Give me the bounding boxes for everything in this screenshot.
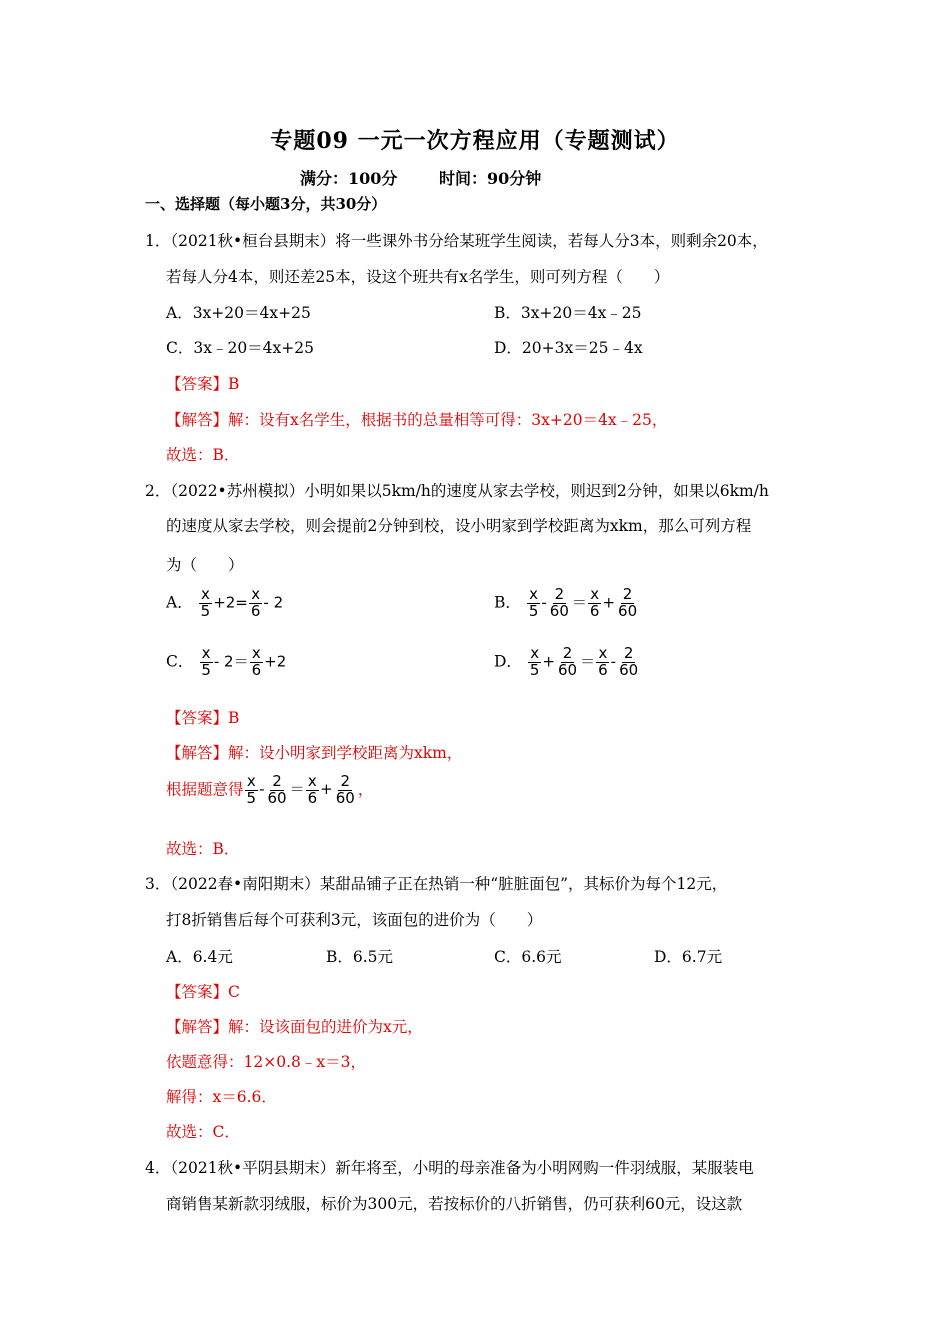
operator: ＝	[580, 652, 596, 671]
q2-answer: 【答案】B	[166, 709, 240, 727]
q2-option-d-label: D．	[494, 652, 522, 671]
q2-solution: 【解答】解：设小明家到学校距离为xkm，	[166, 744, 463, 762]
q3-solution: 【解答】解：设该面包的进价为x元，	[166, 1018, 423, 1036]
q1-option-c: C．3x﹣20＝4x+25	[166, 339, 314, 357]
operator: +2=	[213, 593, 248, 612]
fraction-denominator: 60	[619, 660, 639, 679]
q2-option-b	[494, 587, 640, 620]
fraction-numerator: 2	[562, 644, 573, 662]
fraction-numerator: x	[200, 585, 210, 603]
fraction-denominator: 60	[335, 788, 355, 807]
full-score: 满分：100分	[300, 169, 398, 188]
q3-step2: 解得：x＝6.6．	[166, 1088, 277, 1106]
fraction	[249, 587, 263, 620]
fraction	[617, 646, 640, 679]
q1-answer: 【答案】B	[166, 375, 240, 393]
q3-option-b: B．6.5元	[326, 948, 394, 966]
fraction-numerator: x	[251, 644, 261, 662]
fraction	[616, 587, 639, 620]
q1-option-a: A．3x+20＝4x+25	[166, 304, 311, 322]
operator: ＝	[289, 780, 305, 799]
operator: +	[602, 593, 616, 612]
q3-option-c: C．6.6元	[494, 948, 562, 966]
fraction	[527, 587, 541, 620]
fraction	[265, 774, 288, 807]
q3-option-a: A．6.4元	[166, 948, 233, 966]
q2-conclusion: 故选：B．	[166, 840, 240, 858]
q1-line2: 若每人分4本，则还差25本，设这个班共有x名学生，则可列方程（ ）	[166, 268, 670, 286]
operator: - 2	[263, 593, 284, 612]
operator: +2	[264, 652, 287, 671]
fraction-denominator: 5	[246, 788, 257, 807]
q3-answer: 【答案】C	[166, 983, 240, 1001]
fraction-numerator: x	[307, 772, 317, 790]
fraction	[199, 587, 213, 620]
q4-line1: 4．（2021秋•平阴县期末）新年将至，小明的母亲准备为小明网购一件羽绒服，某服装电	[145, 1159, 754, 1177]
fraction-numerator: x	[529, 585, 539, 603]
q2-line3: 为（ ）	[166, 556, 244, 574]
fraction	[306, 774, 320, 807]
q2-line2: 的速度从家去学校，则会提前2分钟到校，设小明家到学校距离为xkm，那么可列方程	[166, 517, 752, 535]
q3-line1: 3．（2022春•南阳期末）某甜品铺子正在热销一种“脏脏面包”，其标价为每个12元，	[145, 875, 728, 893]
operator: +	[542, 652, 555, 671]
fraction	[596, 646, 610, 679]
fraction-numerator: x	[530, 644, 540, 662]
q3-step1: 依题意得：12×0.8﹣x＝3，	[166, 1053, 366, 1071]
exam-meta	[300, 166, 577, 189]
q1-solution: 【解答】解：设有x名学生，根据书的总量相等可得：3x+20＝4x﹣25，	[166, 411, 668, 429]
q3-conclusion: 故选：C．	[166, 1123, 240, 1141]
fraction	[556, 646, 579, 679]
q1-option-b: B．3x+20＝4x﹣25	[494, 304, 642, 322]
q2-option-a-label: A．	[166, 593, 193, 612]
operator: -	[259, 780, 265, 799]
fraction-numerator: 2	[272, 772, 282, 790]
page-title: 专题09 一元一次方程应用（专题测试）	[270, 128, 680, 154]
fraction	[588, 587, 602, 620]
fraction	[250, 646, 264, 679]
fraction-denominator: 60	[549, 601, 569, 620]
q2-option-c	[166, 646, 286, 679]
q2-option-a	[166, 587, 283, 620]
fraction-denominator: 6	[307, 788, 318, 807]
q2-equation	[166, 774, 373, 807]
fraction-numerator: x	[590, 585, 600, 603]
fraction-denominator: 60	[267, 788, 287, 807]
fraction	[548, 587, 571, 620]
fraction	[528, 646, 542, 679]
fraction-denominator: 5	[201, 660, 211, 679]
q2-option-c-label: C．	[166, 652, 194, 671]
exam-time: 时间：90分钟	[438, 169, 542, 188]
q3-option-d: D．6.7元	[654, 948, 723, 966]
fraction-denominator: 5	[529, 660, 540, 679]
fraction-numerator: x	[598, 644, 608, 662]
fraction-denominator: 6	[589, 601, 600, 620]
q1-option-d: D．20+3x＝25﹣4x	[494, 339, 643, 357]
fraction-denominator: 60	[558, 660, 578, 679]
equation-suffix: ，	[357, 780, 374, 799]
operator: - 2＝	[213, 652, 249, 671]
fraction-numerator: x	[251, 585, 261, 603]
fraction-numerator: 2	[622, 585, 633, 603]
section-heading: 一、选择题（每小题3分，共30分）	[145, 195, 387, 213]
q1-line1: 1．（2021秋•桓台县期末）将一些课外书分给某班学生阅读，若每人分3本，则剩余20本，	[145, 232, 768, 250]
fraction	[199, 646, 213, 679]
operator: ＝	[571, 593, 587, 612]
operator: +	[320, 780, 333, 799]
fraction	[334, 774, 357, 807]
q2-option-b-label: B．	[494, 593, 521, 612]
fraction-numerator: 2	[623, 644, 634, 662]
fraction	[245, 774, 259, 807]
fraction-numerator: 2	[554, 585, 565, 603]
q4-line2: 商销售某新款羽绒服，标价为300元，若按标价的八折销售，仍可获利60元，设这款	[166, 1195, 743, 1213]
fraction-denominator: 5	[200, 601, 211, 620]
fraction-denominator: 6	[251, 660, 262, 679]
equation-prefix: 根据题意得	[166, 780, 244, 799]
operator: -	[610, 652, 617, 671]
q1-conclusion: 故选：B．	[166, 446, 240, 464]
fraction-numerator: x	[246, 772, 256, 790]
fraction-denominator: 5	[528, 601, 539, 620]
fraction-numerator: x	[201, 644, 211, 662]
q2-option-d	[494, 646, 641, 679]
operator: -	[541, 593, 547, 612]
fraction-denominator: 6	[250, 601, 261, 620]
q3-line2: 打8折销售后每个可获利3元，该面包的进价为（ ）	[166, 911, 543, 929]
fraction-denominator: 6	[598, 660, 608, 679]
q2-line1: 2．（2022•苏州模拟）小明如果以5km/h的速度从家去学校，则迟到2分钟，如果以6km/h	[145, 482, 769, 500]
fraction-numerator: 2	[340, 772, 351, 790]
fraction-denominator: 60	[618, 601, 638, 620]
